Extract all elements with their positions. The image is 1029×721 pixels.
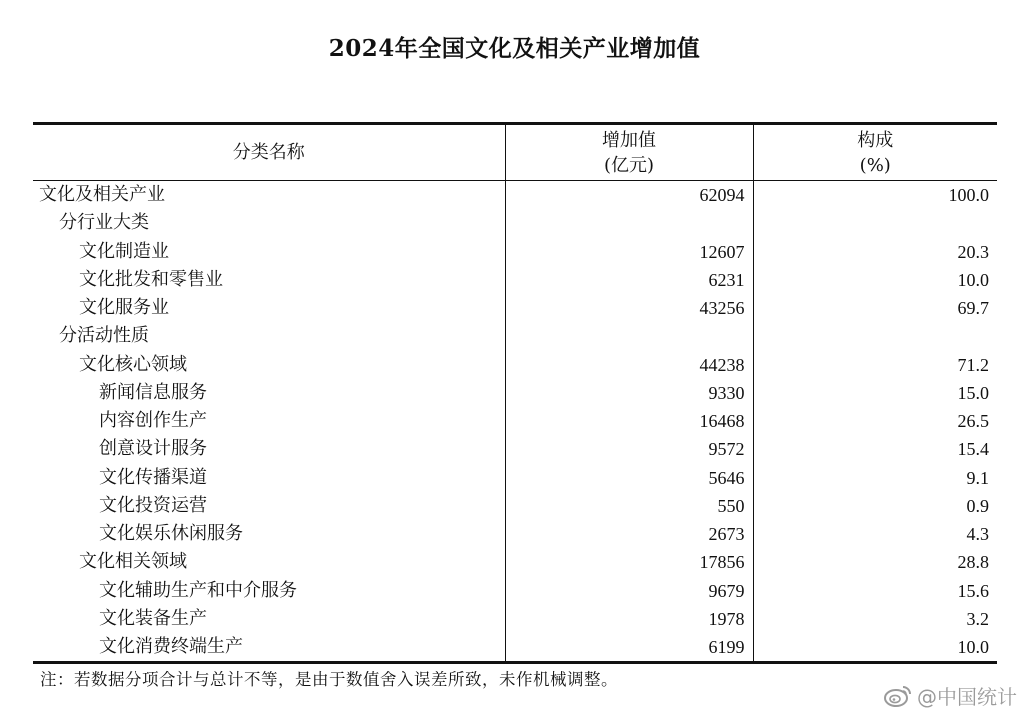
table-row bbox=[33, 379, 997, 407]
row-value-added: 16468 bbox=[505, 407, 753, 435]
table-row bbox=[33, 492, 997, 520]
header-value-unit: (亿元) bbox=[603, 154, 655, 176]
row-value-added bbox=[505, 209, 753, 237]
row-value-added: 44238 bbox=[505, 351, 753, 379]
header-share-unit: (%) bbox=[859, 154, 891, 176]
row-category-name: 文化传播渠道 bbox=[99, 466, 207, 488]
page-title: 2024年全国文化及相关产业增加值 bbox=[328, 35, 701, 62]
table-row bbox=[33, 435, 997, 463]
row-share-percent: 0.9 bbox=[753, 492, 997, 520]
table-row bbox=[33, 266, 997, 294]
row-value-added: 550 bbox=[505, 492, 753, 520]
row-category-name: 分活动性质 bbox=[59, 325, 149, 347]
row-category-name: 文化辅助生产和中介服务 bbox=[99, 579, 297, 601]
footnote: 注：若数据分项合计与总计不等，是由于数值舍入误差所致，未作机械调整。 bbox=[40, 670, 618, 689]
row-share-percent: 69.7 bbox=[753, 294, 997, 322]
row-category-name: 文化制造业 bbox=[79, 240, 169, 262]
row-category-name: 文化相关领域 bbox=[79, 551, 187, 573]
row-category-name: 文化批发和零售业 bbox=[79, 268, 223, 290]
header-value-label: 增加值 bbox=[602, 129, 656, 151]
watermark bbox=[883, 680, 1017, 710]
row-value-added: 17856 bbox=[505, 548, 753, 576]
row-category-name: 新闻信息服务 bbox=[99, 381, 207, 403]
table-row bbox=[33, 520, 997, 548]
row-value-added: 2673 bbox=[505, 520, 753, 548]
row-share-percent: 9.1 bbox=[753, 464, 997, 492]
header-share-label: 构成 bbox=[857, 129, 894, 151]
header-name bbox=[33, 125, 505, 181]
table-row bbox=[33, 548, 997, 576]
row-share-percent: 4.3 bbox=[753, 520, 997, 548]
table-row bbox=[33, 605, 997, 633]
table-row bbox=[33, 322, 997, 350]
table-row bbox=[33, 633, 997, 661]
row-value-added: 6231 bbox=[505, 266, 753, 294]
row-share-percent: 15.0 bbox=[753, 379, 997, 407]
row-category-name: 文化服务业 bbox=[79, 297, 169, 319]
row-category-name: 文化装备生产 bbox=[99, 607, 207, 629]
table-row bbox=[33, 464, 997, 492]
row-value-added bbox=[505, 322, 753, 350]
table-header-row bbox=[33, 125, 997, 181]
table-row bbox=[33, 238, 997, 266]
watermark-text: @中国统计 bbox=[917, 684, 1017, 709]
row-value-added: 1978 bbox=[505, 605, 753, 633]
table-row bbox=[33, 351, 997, 379]
row-category-name: 文化核心领域 bbox=[79, 353, 187, 375]
row-value-added: 6199 bbox=[505, 633, 753, 661]
row-value-added: 9330 bbox=[505, 379, 753, 407]
row-category-name: 分行业大类 bbox=[59, 212, 149, 234]
row-value-added: 12607 bbox=[505, 238, 753, 266]
row-value-added: 62094 bbox=[505, 181, 753, 210]
row-share-percent: 20.3 bbox=[753, 238, 997, 266]
header-share bbox=[753, 125, 997, 181]
table-row bbox=[33, 577, 997, 605]
row-category-name: 文化娱乐休闲服务 bbox=[99, 523, 243, 545]
row-share-percent: 10.0 bbox=[753, 633, 997, 661]
row-share-percent: 15.6 bbox=[753, 577, 997, 605]
table-row bbox=[33, 209, 997, 237]
table-row bbox=[33, 407, 997, 435]
row-share-percent: 3.2 bbox=[753, 605, 997, 633]
table-row bbox=[33, 294, 997, 322]
row-share-percent: 100.0 bbox=[753, 181, 997, 210]
row-share-percent bbox=[753, 322, 997, 350]
table-body bbox=[33, 181, 997, 662]
row-category-name: 内容创作生产 bbox=[99, 410, 207, 432]
row-value-added: 43256 bbox=[505, 294, 753, 322]
row-share-percent: 15.4 bbox=[753, 435, 997, 463]
row-category-name: 文化投资运营 bbox=[99, 494, 207, 516]
row-share-percent: 10.0 bbox=[753, 266, 997, 294]
row-category-name: 文化消费终端生产 bbox=[99, 636, 243, 658]
header-value bbox=[505, 125, 753, 181]
row-value-added: 9679 bbox=[505, 577, 753, 605]
row-category-name: 创意设计服务 bbox=[99, 438, 207, 460]
header-name-label: 分类名称 bbox=[232, 142, 305, 163]
row-share-percent: 71.2 bbox=[753, 351, 997, 379]
table-row bbox=[33, 181, 997, 210]
row-share-percent bbox=[753, 209, 997, 237]
row-category-name: 文化及相关产业 bbox=[39, 184, 165, 206]
row-value-added: 9572 bbox=[505, 435, 753, 463]
row-share-percent: 26.5 bbox=[753, 407, 997, 435]
data-table-frame bbox=[33, 122, 997, 664]
row-value-added: 5646 bbox=[505, 464, 753, 492]
row-share-percent: 28.8 bbox=[753, 548, 997, 576]
weibo-icon bbox=[883, 682, 913, 708]
value-added-table bbox=[33, 125, 997, 661]
